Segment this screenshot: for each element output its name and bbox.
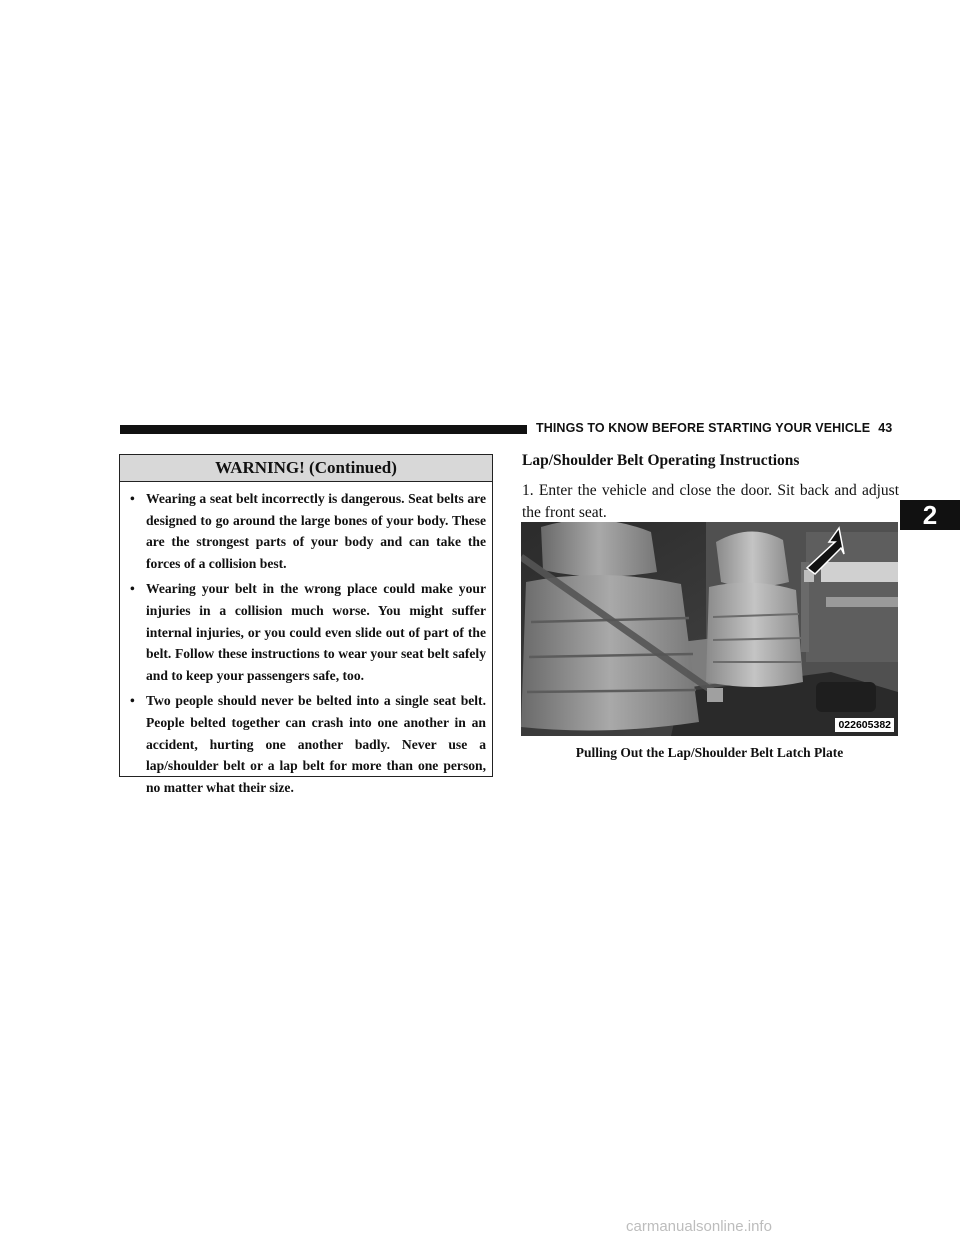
warning-item-text: Wearing a seat belt incorrectly is dangerous. Seat belts are designed to go around the large bones of your body. These are the strongest parts of your body and can take the forces of a collision best. (146, 491, 486, 571)
section-title: Lap/Shoulder Belt Operating Instructions (522, 452, 800, 469)
warning-box (119, 454, 493, 795)
bullet-icon: • (130, 693, 135, 709)
warning-item (128, 488, 486, 574)
warning-list (120, 482, 492, 798)
bullet-icon: • (130, 491, 135, 506)
header-rule (120, 425, 527, 434)
figure-caption: Pulling Out the Lap/Shoulder Belt Latch Plate (575, 745, 844, 760)
watermark: carmanualsonline.info (626, 1218, 772, 1235)
image-id: 022605382 (835, 718, 894, 732)
running-header (536, 421, 906, 435)
bullet-icon: • (130, 581, 135, 597)
running-title: THINGS TO KNOW BEFORE STARTING YOUR VEHICLE (536, 421, 871, 435)
warning-item-text: Two people should never be belted into a single seat belt. People belted together can crash into one another in an accident, hurting one another badly. Never use a lap/shoulder belt or a lap belt for more than one person, no matter what their size. (146, 693, 486, 795)
chapter-tab: 2 (900, 500, 960, 530)
page-number: 43 (878, 421, 893, 435)
seat-belt-photo (521, 522, 898, 736)
warning-item (128, 578, 486, 686)
warning-item-text: Wearing your belt in the wrong place could make your injuries in a collision much worse. You might suffer internal injuries, or you could even slide out of part of the belt. Follow these instructions to wear your seat belt safely and to keep your passengers safe, too. (146, 581, 486, 683)
step-1-text: 1. Enter the vehicle and close the door. Sit back and adjust the front seat. (522, 482, 899, 521)
warning-item (128, 690, 486, 798)
warning-title: WARNING! (Continued) (120, 455, 492, 482)
seat-interior-illustration (521, 522, 898, 736)
